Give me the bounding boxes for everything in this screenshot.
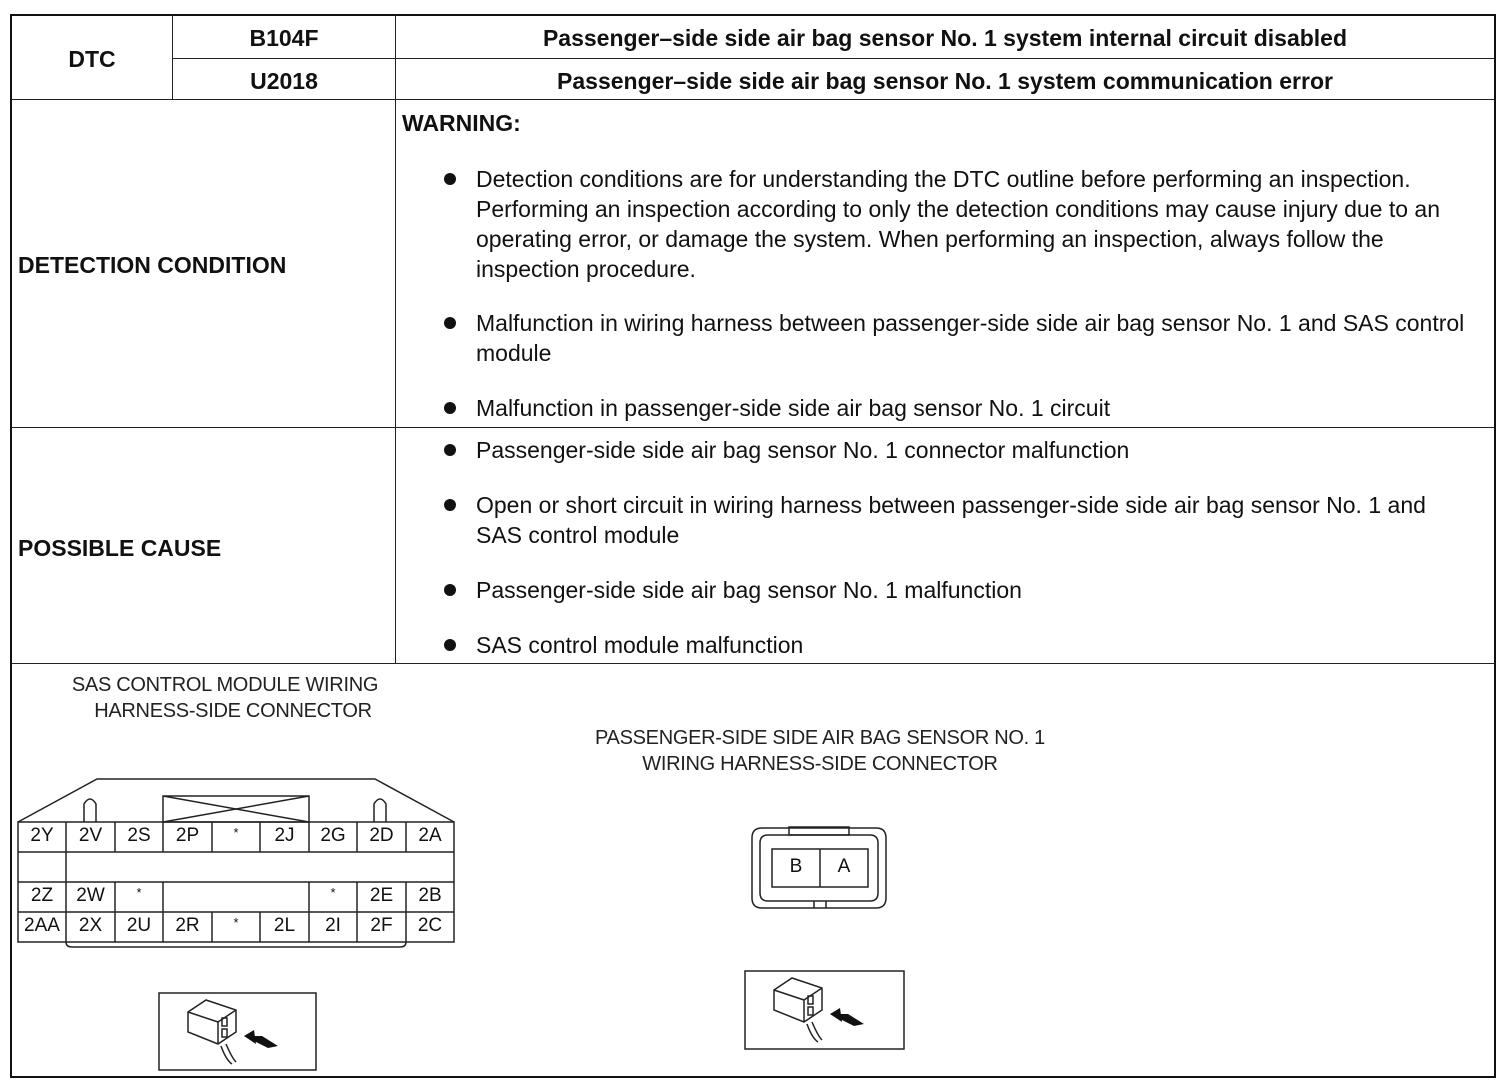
pin-label: 2J [274,825,295,846]
pin-label: * [233,825,239,840]
pin-label: B [789,856,803,877]
pin-label: 2B [418,885,442,906]
pin-label: 2S [127,825,151,846]
pin-label: 2G [320,825,346,846]
pin-label: 2D [369,825,394,846]
warning-title: WARNING: [402,110,521,136]
detection-item-text: Malfunction in passenger-side side air bag sensor No. 1 circuit [476,395,1111,421]
dtc-description: Passenger–side side air bag sensor No. 1 system communication error [557,68,1333,94]
pin-label: 2A [418,825,442,846]
pin-label: 2P [175,825,200,846]
pin-label: 2E [369,885,394,906]
dtc-header-label: DTC [68,46,116,72]
pin-label: 2Z [30,885,54,906]
possible-cause-label: POSSIBLE CAUSE [18,535,222,561]
pin-label: * [233,915,239,930]
pin-label: 2V [78,825,103,846]
pin-label: 2U [126,915,152,936]
dtc-code: B104F [249,25,319,51]
pin-label: * [136,885,142,900]
sas-connector-title-line2: HARNESS-SIDE CONNECTOR [94,700,372,722]
pin-label: 2L [273,915,296,936]
pin-label: A [837,856,851,877]
pin-label: 2R [175,915,200,936]
dtc-description: Passenger–side side air bag sensor No. 1 system internal circuit disabled [542,25,1348,51]
pin-label: 2I [325,915,341,936]
dtc-code: U2018 [250,68,318,94]
pin-label: * [330,885,336,900]
pin-label: 2Y [30,825,54,846]
sensor-connector-title-line1: PASSENGER-SIDE SIDE AIR BAG SENSOR NO. 1 [595,727,1045,749]
pin-label: 2X [78,915,103,936]
detection-item-text: Malfunction in wiring harness between passenger-side side air bag sensor No. 1 and SAS control module [476,310,1465,366]
detection-condition-label: DETECTION CONDITION [18,252,287,278]
detection-item-text: Detection conditions are for understanding the DTC outline before performing an inspection. Performing an inspection according to only the detection conditions may cause injury due to an operating error, or damage the system. When performing an inspection, always follow the inspection procedure. [476,166,1441,282]
cause-item-text: Open or short circuit in wiring harness between passenger-side side air bag sensor No. 1 and SAS control module [476,492,1426,548]
pin-label: 2W [76,885,105,906]
pin-label: 2C [417,915,443,936]
sensor-connector-title-line2: WIRING HARNESS-SIDE CONNECTOR [642,753,998,775]
pin-label: 2AA [24,915,60,936]
cause-item-text: Passenger-side side air bag sensor No. 1 malfunction [476,577,1022,603]
pin-label: 2F [370,915,393,936]
sas-connector-title-line1: SAS CONTROL MODULE WIRING [71,674,379,696]
cause-item-text: Passenger-side side air bag sensor No. 1 connector malfunction [476,437,1130,463]
cause-item-text: SAS control module malfunction [476,632,804,658]
